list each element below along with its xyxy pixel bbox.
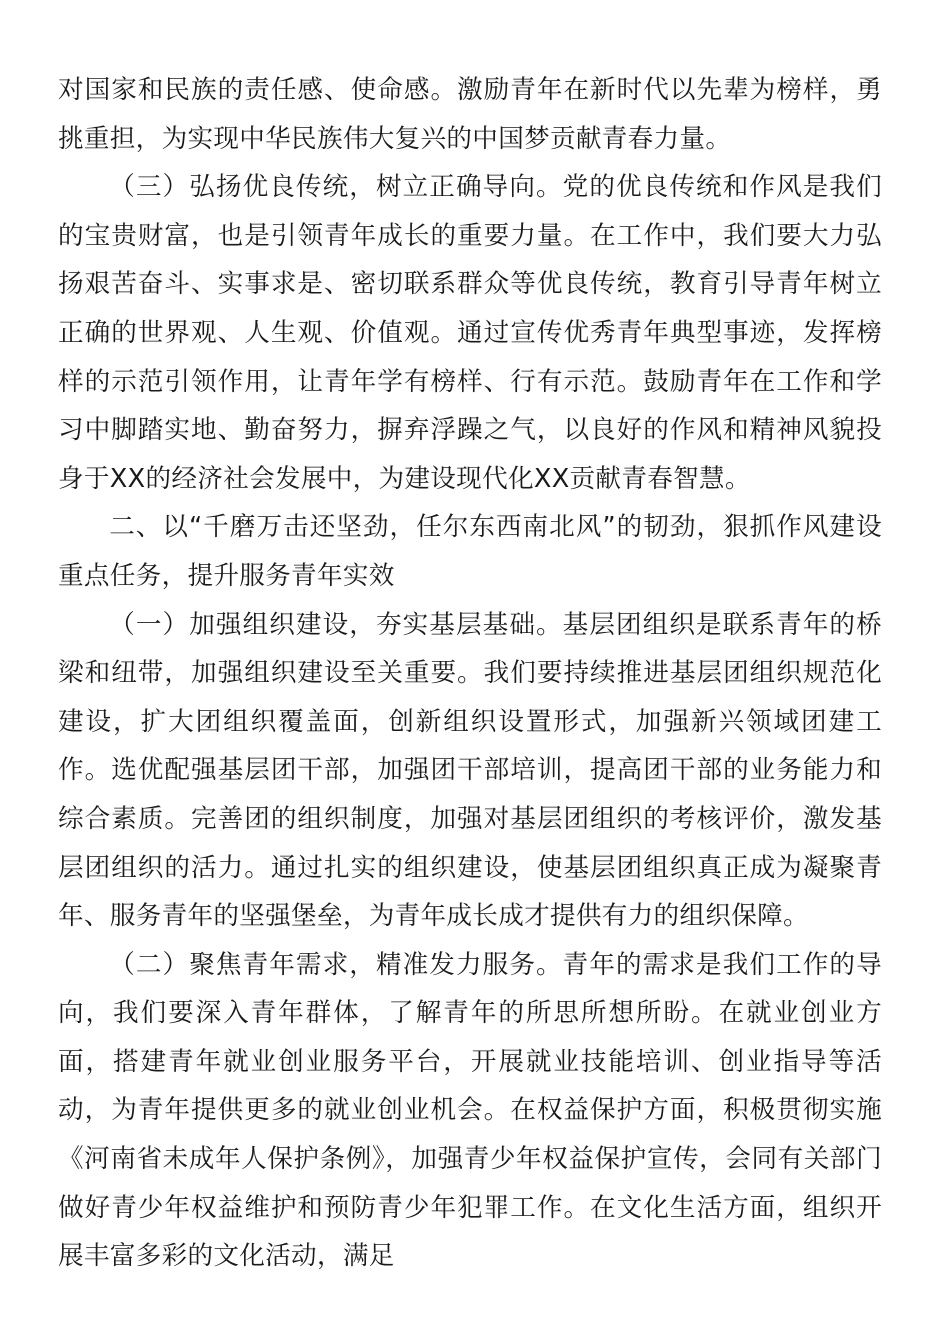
section-heading-2: 二、以“千磨万击还坚劲，任尔东西南北风”的韧劲，狠抓作风建设重点任务，提升服务青年实效 [58, 512, 882, 591]
paragraph-section-2-2: （二）聚焦青年需求，精准发力服务。青年的需求是我们工作的导向，我们要深入青年群体，了解青年的所思所想所盼。在就业创业方面，搭建青年就业创业服务平台，开展就业技能培训、创业指导等活动，为青年提供更多的就业创业机会。在权益保护方面，积极贯彻实施《河南省未成年人保护条例》，加强青少年权益保护宣传，会同有关部门做好青少年权益维护和预防青少年犯罪工作。在文化生活方面，组织开展丰富多彩的文化活动，满足 [58, 949, 882, 1272]
paragraph-section-1-3: （三）弘扬优良传统，树立正确导向。党的优良传统和作风是我们的宝贵财富，也是引领青年成长的重要力量。在工作中，我们要大力弘扬艰苦奋斗、实事求是、密切联系群众等优良传统，教育引导青年树立正确的世界观、人生观、价值观。通过宣传优秀青年典型事迹，发挥榜样的示范引领作用，让青年学有榜样、行有示范。鼓励青年在工作和学习中脚踏实地、勤奋努力，摒弃浮躁之气，以良好的作风和精神风貌投身于XX的经济社会发展中，为建设现代化XX贡献青春智慧。 [58, 172, 882, 494]
document-page [58, 66, 882, 1281]
paragraph-continuation: 对国家和民族的责任感、使命感。激励青年在新时代以先辈为榜样，勇挑重担，为实现中华民族伟大复兴的中国梦贡献青春力量。 [58, 75, 882, 154]
paragraph-section-2-1: （一）加强组织建设，夯实基层基础。基层团组织是联系青年的桥梁和纽带，加强组织建设至关重要。我们要持续推进基层团组织规范化建设，扩大团组织覆盖面，创新组织设置形式，加强新兴领域团建工作。选优配强基层团干部，加强团干部培训，提高团干部的业务能力和综合素质。完善团的组织制度，加强对基层团组织的考核评价，激发基层团组织的活力。通过扎实的组织建设，使基层团组织真正成为凝聚青年、服务青年的坚强堡垒，为青年成长成才提供有力的组织保障。 [58, 609, 882, 932]
